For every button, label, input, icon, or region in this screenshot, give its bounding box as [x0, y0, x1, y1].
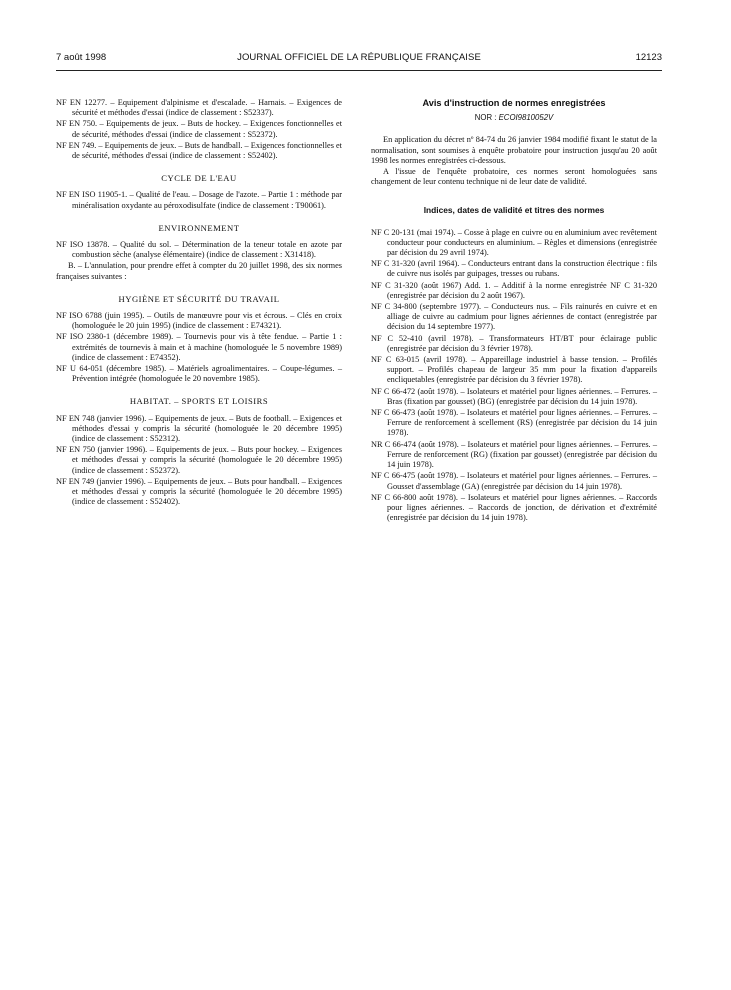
- norm-entry: NF C 31-320 (août 1967) Add. 1. – Additif à la norme enregistrée NF C 31-320 (enregistrée par décision du 2 août 1967).: [371, 280, 657, 300]
- norm-entry: NF EN 749 (janvier 1996). – Equipements de jeux. – Buts pour handball. – Exigences et méthodes d'essai y compris la sécurité (homologuée le 20 décembre 1995) (indice de classement : S52402).: [56, 476, 342, 507]
- norm-entry: NF ISO 13878. – Qualité du sol. – Détermination de la teneur totale en azote par combustion sèche (analyse élémentaire) (indice de classement : X31418).: [56, 240, 342, 260]
- norm-entry: NR C 66-474 (août 1978). – Isolateurs et matériel pour lignes aériennes. – Ferrures. – Ferrure de renforcement (RG) (fixation par gousset) (enregistrée par décision du 14 juin 1978).: [371, 439, 657, 470]
- nor-label: NOR :: [474, 113, 497, 123]
- norm-entry: NF C 63-015 (avril 1978). – Appareillage industriel à basse tension. – Profilés support. – Profilés chapeau de largeur 35 mm pour la fixation d'appareils encliquetables (enregistrée par décision du 3 février 1978).: [371, 355, 657, 385]
- avis-paragraph-1: En application du décret nº 84-74 du 26 janvier 1984 modifié fixant le statut de la normalisation, sont soumises à enquête probatoire pour instruction jusqu'au 20 août 1998 les normes enregistrées ci-dessous.: [371, 135, 657, 165]
- env-entries: [56, 240, 342, 260]
- norm-entry: NF C 52-410 (avril 1978). – Transformateurs HT/BT pour éclairage public (enregistrée par décision du 3 février 1978).: [371, 333, 657, 353]
- indices-heading: Indices, dates de validité et titres des normes: [423, 205, 605, 216]
- left-column: [56, 98, 342, 509]
- intro-entries: [56, 98, 342, 161]
- annulation-paragraph: B. – L'annulation, pour prendre effet à compter du 20 juillet 1998, des six normes françaises suivantes :: [56, 261, 342, 281]
- avis-paragraph-2: A l'issue de l'enquête probatoire, ces normes seront homologuées sans changement de leur contenu technique ni de leur date de validité.: [371, 167, 657, 187]
- norm-entry: NF ISO 2380-1 (décembre 1989). – Tournevis pour vis à tête fendue. – Partie 1 : extrémités de tournevis à main et à machine (homologuée le 5 novembre 1989) (indice de classement : E74352).: [56, 332, 342, 362]
- journal-title: JOURNAL OFFICIEL DE LA RÉPUBLIQUE FRANÇAISE: [237, 52, 481, 63]
- norm-entry: NF EN 750. – Equipements de jeux. – Buts de hockey. – Exigences fonctionnelles et de sécurité, méthodes d'essai (indice de classement : S52372).: [56, 119, 342, 139]
- norm-entry: NF C 34-800 (septembre 1977). – Conducteurs nus. – Fils rainurés en cuivre et en alliage de cuivre au cadmium pour lignes aériennes de contact (enregistrée par décision du 14 septembre 1977).: [371, 302, 657, 332]
- header-rule: [56, 70, 662, 71]
- norm-entry: NF EN 750 (janvier 1996). – Equipements de jeux. – Buts pour hockey. – Exigences et méthodes d'essai y compris la sécurité (homologuée le 20 décembre 1995) (indice de classement : S52372).: [56, 445, 342, 475]
- norm-entry: NF U 64-051 (décembre 1985). – Matériels agroalimentaires. – Coupe-légumes. – Prévention intégrée (homologuée le 20 novembre 1985).: [56, 364, 342, 384]
- nor-value: ECOI9810052V: [498, 113, 554, 123]
- norm-entry: NF C 66-800 août 1978). – Isolateurs et matériel pour lignes aériennes. – Raccords pour lignes aériennes. – Raccords de jonction, de dérivation et d'extrémité (enregistrée par décision du 14 juin 1978).: [371, 492, 657, 523]
- section-heading-cycle-eau: CYCLE DE L'EAU: [161, 173, 237, 184]
- section-heading-habitat: HABITAT. – SPORTS ET LOISIRS: [129, 396, 269, 407]
- norm-entry: NF C 66-475 (août 1978). – Isolateurs et matériel pour lignes aériennes. – Ferrures. – Gousset d'assemblage (GA) (enregistrée par décision du 14 juin 1978).: [371, 471, 657, 491]
- page-number: 12123: [635, 52, 662, 63]
- page-header: [56, 52, 662, 68]
- section-heading-environnement: ENVIRONNEMENT: [158, 222, 240, 233]
- norm-entry: NF C 20-131 (mai 1974). – Cosse à plage en cuivre ou en aluminium avec revêtement conducteur pour conducteurs en aluminium. – Règles et dimensions (enregistrée par décision du 29 avril 1974).: [371, 227, 657, 258]
- norm-entry: NF C 31-320 (avril 1964). – Conducteurs entrant dans la construction électrique : fils de cuivre nus isolés par guipages, tresses ou rubans.: [371, 259, 657, 279]
- nor-reference: [371, 113, 657, 123]
- cycle-entries: [56, 190, 342, 210]
- avis-title: Avis d'instruction de normes enregistrées: [422, 98, 606, 108]
- hyg-entries: [56, 311, 342, 384]
- norm-entry: NF EN 749. – Equipements de jeux. – Buts de handball. – Exigences fonctionnelles et de sécurité, méthodes d'essai (indice de classement : S52402).: [56, 140, 342, 161]
- norm-entry: NF ISO 6788 (juin 1995). – Outils de manœuvre pour vis et écrous. – Clés en croix (homologuée le 20 juin 1995) (indice de classement : E74321).: [56, 311, 342, 331]
- right-column: [371, 98, 657, 524]
- norm-entries: [371, 228, 657, 524]
- hab-entries: [56, 414, 342, 508]
- norm-entry: NF C 66-472 (août 1978). – Isolateurs et matériel pour lignes aériennes. – Ferrures. – Bras (fixation par gousset) (BG) (enregistrée par décision du 14 juin 1978).: [371, 386, 657, 406]
- norm-entry: NF C 66-473 (août 1978). – Isolateurs et matériel pour lignes aériennes. – Ferrures. – Ferrure de renforcement à scellement (RS) (enregistrée par décision du 14 juin 1978).: [371, 408, 657, 438]
- norm-entry: NF EN 12277. – Equipement d'alpinisme et d'escalade. – Harnais. – Exigences de sécurité et méthodes d'essai (indice de classement : S52337).: [56, 98, 342, 118]
- norm-entry: NF EN ISO 11905-1. – Qualité de l'eau. – Dosage de l'azote. – Partie 1 : méthode par minéralisation oxydante au péroxodisulfate (indice de classement : T90061).: [56, 190, 342, 210]
- header-date: 7 août 1998: [56, 52, 107, 63]
- norm-entry: NF EN 748 (janvier 1996). – Equipements de jeux. – Buts de football. – Exigences et méthodes d'essai y compris la sécurité (homologuée le 20 décembre 1995) (indice de classement : S52312).: [56, 413, 342, 444]
- section-heading-hygiene: HYGIÈNE ET SÉCURITÉ DU TRAVAIL: [118, 293, 280, 304]
